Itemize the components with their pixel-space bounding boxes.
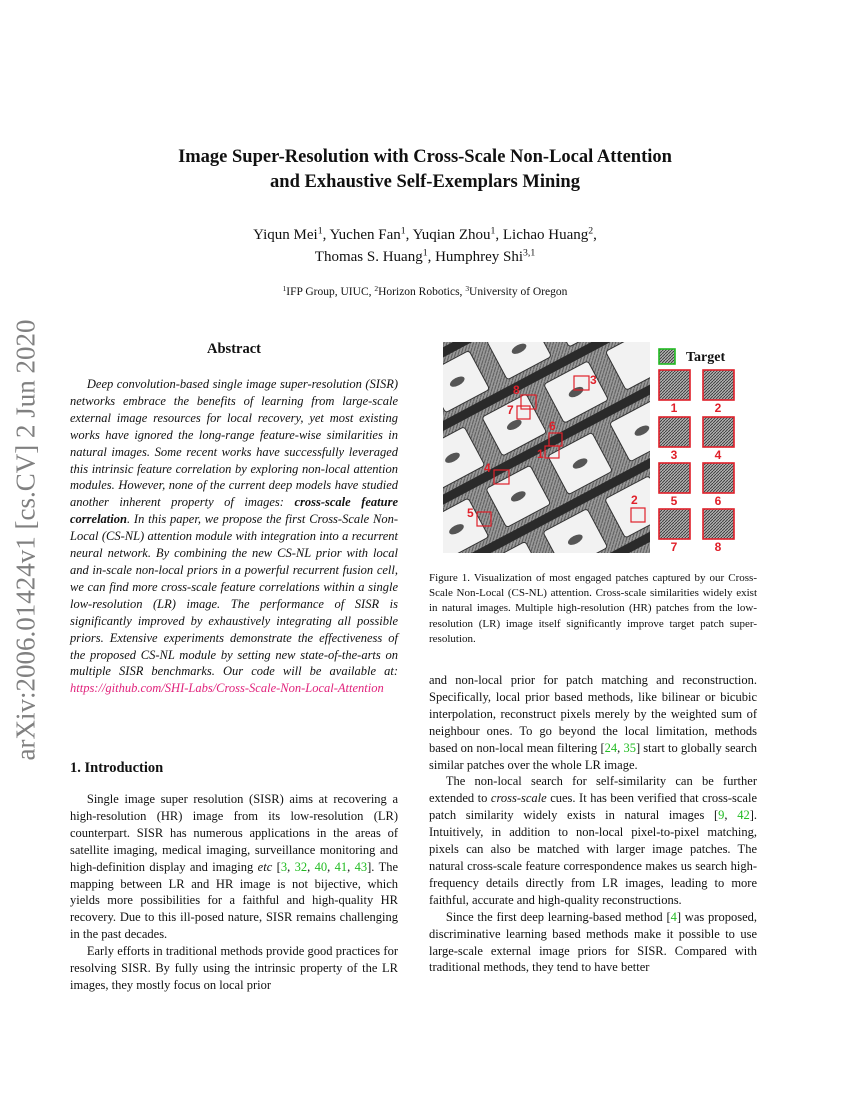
hr-patch-grid	[659, 370, 734, 554]
patch-label: 6	[549, 419, 556, 433]
right-paragraph-1: and non-local prior for patch matching and reconstruction. Specifically, local prior based methods, like bilinear or bicubic interpolation, reconstruct pixels merely by the weighted sum of neighbour ones. To go beyond the local limitation, methods based on non-local mean filtering [24, 35] start to globally search similar patches over the whole LR image.	[429, 673, 758, 772]
author-list	[0, 224, 850, 268]
patch-label: 2	[631, 493, 638, 507]
arxiv-id-text: arXiv:2006.01424v1 [cs.CV] 2 Jun 2020	[10, 319, 41, 761]
citation-link[interactable]: 40	[314, 859, 328, 874]
body-text: ] was proposed, discriminative learning based methods make it possible to use large-scale external image priors for SISR. Compared with traditional methods, they tend to have better	[429, 909, 757, 975]
figure-1-caption: Figure 1. Visualization of most engaged patches captured by our Cross-Scale Non-Local (CS-NL) attention. Cross-scale similarities widely exist in natural images. Multiple high-resolution (HR) patches from the low-resolution (LR) image itself significantly improve target patch super-resolution.	[429, 572, 757, 645]
abstract-text: Deep convolution-based single image super-resolution (SISR) networks embrace the benefits of learning from large-scale external image resources for local recovery, yet most existing works have ignored the long-range feature-wise similarities in natural images. Some recent works have successfully leveraged this intrinsic feature correlation by exploring non-local attention modules. However, none of the current deep models have studied another inherent property of images:	[70, 377, 398, 510]
author-affil-mark: 1	[317, 225, 323, 237]
hr-patch-label: 2	[714, 401, 722, 415]
hr-patch	[659, 463, 690, 493]
affil-mark: 3	[465, 283, 470, 293]
target-label: Target	[686, 350, 726, 365]
citation-link[interactable]: 32	[294, 859, 308, 874]
author-affil-mark: 3,1	[523, 247, 536, 259]
affil-text: University of Oregon	[469, 286, 568, 298]
citation-link[interactable]: 4	[670, 909, 677, 924]
hr-patch-label: 7	[670, 540, 678, 554]
hr-patch	[703, 509, 734, 539]
affil-text: IFP Group, UIUC,	[286, 286, 375, 298]
affil-text: Horizon Robotics,	[378, 286, 466, 298]
code-link[interactable]: https://github.com/SHI-Labs/Cross-Scale-Non-Local-Attention	[70, 681, 384, 696]
body-text: Since the first deep learning-based method [	[445, 909, 671, 924]
author-line-1: Yiqun Mei$^1$, Yuchen Fan$^1$, Yuqian Zhou$^1$, Lichao Huang$^2$,	[253, 225, 597, 243]
author-name: Yuqian Zhou	[412, 227, 491, 243]
right-paragraph-3	[429, 909, 757, 977]
citation-link[interactable]: 42	[737, 808, 750, 823]
body-text: ]. Intuitively, in addition to non-local pixel-to-pixel matching, pixels can also be matched with larger image patches. The natural cross-scale feature correspondence makes us search high-frequency details directly from LR images, leading to more faithful, accurate and high-quality reconstructions.	[429, 808, 757, 907]
intro-paragraph-1: Single image super resolution (SISR) aims at recovering a high-resolution (HR) image from its low-resolution (LR) counterpart. SISR has numerous applications in the areas of satellite imaging, medical imaging, surveillance monitoring and high-definition display and imaging etc [3, 32, 40, 41, 43]. The mapping between LR and HR image is not bijective, which yields more possibilities for a faithful and high-quality HR recovery. Due to this ill-posed nature, SISR remains challenging in the past decades.	[70, 792, 399, 942]
author-affil-mark: 1	[400, 225, 406, 237]
right-paragraph-2: The non-local search for self-similarity can be further extended to cross-scale cues. It has been verified that cross-scale patch similarity widely exists in natural images [9, 42]. Intuitively, in addition to non-local pixel-to-pixel matching, pixels can also be matched with larger image patches. The natural cross-scale feature correspondence makes us search high-frequency details directly from LR images, leading to more faithful, accurate and high-quality reconstructions.	[429, 774, 757, 907]
hr-patch-label: 4	[714, 448, 722, 462]
author-name: Lichao Huang	[502, 227, 589, 243]
body-text: cues. It has been verified that cross-scale patch similarity widely exists in natural images [	[429, 791, 757, 823]
abstract-emphasis: cross-scale feature correlation	[70, 495, 398, 527]
target-patch	[659, 349, 675, 364]
title-line-1: Image Super-Resolution with Cross-Scale Non-Local Attention	[178, 147, 672, 167]
arxiv-side-label	[2, 305, 50, 775]
body-emphasis: cross-scale	[490, 791, 547, 806]
body-emphasis: etc	[257, 859, 273, 874]
patch-label: 8	[513, 383, 520, 397]
citation-link[interactable]: 43	[354, 859, 368, 874]
patch-label: 5	[467, 506, 474, 520]
patch-label: 1	[537, 447, 544, 461]
intro-heading: 1. Introduction	[70, 760, 164, 776]
right-column-body	[429, 672, 757, 976]
hr-patch-label: 8	[714, 540, 722, 554]
citation-link[interactable]: 24	[604, 740, 618, 755]
hr-patch	[703, 417, 734, 447]
author-name: Yiqun Mei	[253, 227, 318, 243]
author-affil-mark: 1	[422, 247, 428, 259]
body-text: ]. The mapping between LR and HR image is not bijective, which yields more possibilities for a faithful and high-quality HR recovery. Due to this ill-posed nature, SISR remains challenging in the past decades.	[70, 859, 399, 942]
affil-mark: 1	[282, 283, 287, 293]
abstract-body	[70, 376, 398, 697]
author-affil-mark: 1	[490, 225, 496, 237]
patch-label: 3	[590, 373, 597, 387]
body-text: Single image super resolution (SISR) aims at recovering a high-resolution (HR) image from its low-resolution (LR) counterpart. SISR has numerous applications in the areas of satellite imaging, medical imaging, surveillance monitoring and high-definition display and imaging	[70, 792, 398, 874]
abstract-heading: Abstract	[207, 341, 261, 357]
affiliations	[0, 283, 850, 298]
paper-title	[0, 145, 850, 195]
hr-patch	[703, 463, 734, 493]
citation-link[interactable]: 35	[623, 740, 636, 755]
title-line-2: and Exhaustive Self-Exemplars Mining	[270, 172, 580, 192]
hr-patch-label: 3	[670, 448, 678, 462]
author-name: Thomas S. Huang	[314, 249, 423, 265]
hr-patch-label: 1	[670, 401, 678, 415]
citation-link[interactable]: 41	[334, 859, 348, 874]
hr-patch	[659, 509, 690, 539]
author-line-2: Thomas S. Huang$^1$, Humphrey Shi$^{3,1}$	[314, 247, 536, 265]
author-affil-mark: 2	[588, 225, 594, 237]
patch-label: 7	[507, 403, 514, 417]
body-text: [	[272, 859, 281, 874]
figure-1-graphic	[443, 342, 743, 554]
hr-patch-label: 5	[670, 494, 678, 508]
body-text: and non-local prior for patch matching and reconstruction. Specifically, local prior based methods, like bilinear or bicubic interpolation, reconstruct pixels merely by the weighted sum of neighbour ones. To go beyond the local limitation, methods based on non-local mean filtering [	[429, 673, 757, 755]
citation-link[interactable]: 3	[280, 859, 288, 874]
body-text: ] start to globally search similar patches over the whole LR image.	[429, 740, 758, 772]
body-text: The non-local search for self-similarity can be further extended to	[429, 774, 757, 806]
hr-patch	[659, 370, 690, 400]
intro-paragraph-2: Early efforts in traditional methods provide good practices for resolving SISR. By fully using the intrinsic property of the LR images, they mostly focus on local prior	[70, 944, 398, 992]
hr-patch	[703, 370, 734, 400]
hr-patch	[659, 417, 690, 447]
author-name: Yuchen Fan	[329, 227, 401, 243]
figure-1	[443, 342, 743, 554]
intro-body	[70, 791, 398, 994]
author-name: Humphrey Shi	[435, 249, 524, 265]
affil-mark: 2	[374, 283, 379, 293]
hr-patch-label: 6	[714, 494, 722, 508]
citation-link[interactable]: 9	[718, 808, 725, 823]
abstract-paragraph	[70, 376, 398, 697]
patch-label: 4	[484, 461, 491, 475]
abstract-text: . In this paper, we propose the first Cross-Scale Non-Local (CS-NL) attention module with integration into a recurrent neural network. By combining the new CS-NL prior with local and in-scale non-local priors in a powerful recurrent fusion cell, we can find more cross-scale feature correlations within a single low-resolution (LR) image. The performance of SISR is significantly improved by exhaustively integrating all possible priors. Extensive experiments demonstrate the effectiveness of the proposed CS-NL module by setting new state-of-the-arts on multiple SISR benchmarks. Our code will be available at:	[70, 512, 398, 679]
